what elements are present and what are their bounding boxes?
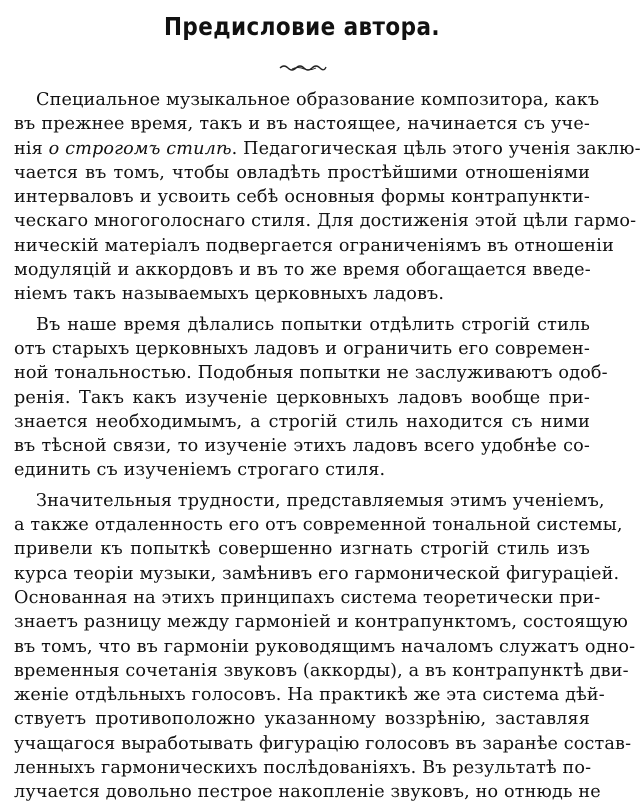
text-line: въ тѣсной связи, то изученіе этихъ ладовъ всего удобнѣе со- [14,436,590,457]
text-line: ной тональностью. Подобныя попытки не заслуживаютъ одоб- [14,363,608,384]
text-line: чается въ томъ, чтобы овладѣть простѣйшими отношеніями [14,162,590,183]
title-ornament [278,62,328,72]
text-line: знаетъ разницу между гармоніей и контрапунктомъ, состоящую [14,612,628,633]
text-line: единить съ изученіемъ строгаго стиля. [14,460,386,481]
text-line: ствуетъ противоположно указанному воззрѣнію, заставляя [14,709,590,730]
text-line: модуляцій и аккордовъ и въ то же время обогащается введе- [14,260,591,281]
body-text [14,88,641,805]
text-line: учащагося выработывать фигурацію голосовъ въ заранѣе состав- [14,733,632,754]
text-line: ленныхъ гармоническихъ послѣдованіяхъ. Въ результатѣ по- [14,758,592,779]
text-line: отъ старыхъ церковныхъ ладовъ и ограничить его современ- [14,338,590,359]
text-line: въ томъ, что въ гармоніи руководящимъ началомъ служатъ одно- [14,636,636,657]
text-line [14,137,641,161]
text-segment: нія [14,138,49,159]
text-line: ческаго многоголоснаго стиля. Для достиженія этой цѣли гармо- [14,211,637,232]
text-line: а также отдаленность его отъ современной тональной системы, [14,515,623,536]
text-line: Специальное музыкальное образование композитора, какъ [36,90,600,110]
text-line: въ прежнее время, такъ и въ настоящее, начинается съ уче- [14,114,590,135]
paragraph [14,489,636,805]
text-line: привели къ попыткѣ совершенно изгнать строгій стиль изъ [14,539,590,560]
text-line: Въ наше время дѣлались попытки отдѣлить строгій стиль [36,314,590,335]
text-line: интерваловъ и усвоить себѣ основныя формы контрапункти- [14,187,590,208]
page-title: Предисловие автора. [164,12,440,41]
text-line: ніемъ такъ называемыхъ церковныхъ ладовъ. [14,284,445,305]
paragraph [14,313,608,483]
text-segment: . Педагогическая цѣль этого ученія заклю- [231,138,641,159]
text-line: лучается довольно пестрое накопленіе звуковъ, но отнюдь не [14,782,601,803]
text-line: Значительныя трудности, представляемыя этимъ ученіемъ, [36,490,605,511]
text-line: Основанная на этихъ принципахъ система теоретически при- [14,587,601,608]
text-line: ренія. Такъ какъ изученіе церковныхъ ладовъ вообще при- [14,387,590,408]
text-line: женіе отдѣльныхъ голосовъ. На практикѣ же эта система дѣй- [14,685,605,706]
text-line: временныя сочетанія звуковъ (аккорды), а въ контрапунктѣ дви- [14,660,629,681]
italic-term: о строгомъ стилѣ [48,138,232,159]
text-line: курса теоріи музыки, замѣнивъ его гармонической фигураціей. [14,563,620,584]
paragraph [14,88,641,307]
text-line: ническій матеріалъ подвергается ограниченіямъ въ отношеніи [14,235,614,256]
text-line: знается необходимымъ, а строгій стиль находится съ ними [14,411,590,432]
